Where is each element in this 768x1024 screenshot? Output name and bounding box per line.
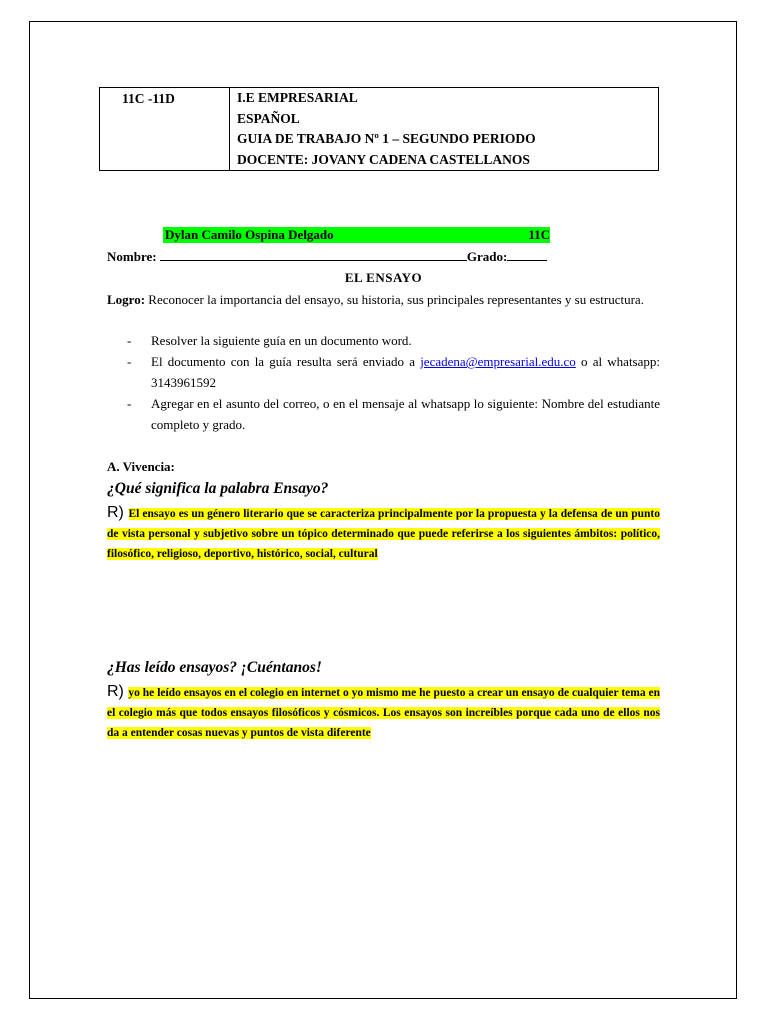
header-groups-cell (100, 88, 230, 171)
name-grade-line (107, 249, 547, 265)
list-item (127, 330, 660, 351)
grado-label: Grado: (466, 249, 508, 264)
list-item (127, 351, 660, 393)
header-table (99, 87, 659, 171)
answer-1 (107, 503, 660, 564)
student-group: 11C (528, 227, 550, 242)
instructions-list (127, 330, 660, 435)
instruction-3: Agregar en el asunto del correo, o en el mensaje al whatsapp lo siguiente: Nombre del estudiante completo y grado. (151, 396, 660, 432)
question-1: ¿Qué significa la palabra Ensayo? (107, 480, 329, 497)
student-highlight (163, 227, 550, 243)
nombre-label: Nombre: (107, 249, 160, 264)
answer-2 (107, 682, 660, 743)
document-title: EL ENSAYO (344, 270, 423, 285)
question-2: ¿Has leído ensayos? ¡Cuéntanos! (107, 659, 322, 676)
grado-blank (507, 249, 547, 261)
answer-2-label: R) (107, 683, 129, 700)
bullet-dash: - (127, 354, 132, 369)
answer-1-text: El ensayo es un género literario que se caracteriza principalmente por la propuesta y la defensa de un punto de vista personal y subjetivo sobre un tópico determinado que puede referirse a los siguientes ámbitos: político, filosófico, religioso, deportivo, histórico, social, cultural (107, 508, 661, 560)
header-subject: ESPAÑOL (237, 110, 300, 126)
answer-2-text: yo he leído ensayos en el colegio en internet o yo mismo me he puesto a crear un ensayo de cualquier tema en el colegio más que todos ensayos filosóficos y cósmicos. Los ensayos son increíbles porque cada uno de ellos nos da a entender cosas nuevas y puntos de vista diferente (107, 687, 660, 739)
email-link[interactable]: jecadena@empresarial.edu.co (420, 354, 576, 369)
section-a-heading: A. Vivencia: (107, 459, 175, 474)
logro-label: Logro: (107, 292, 146, 307)
header-guide: GUIA DE TRABAJO Nº 1 – SEGUNDO PERIODO (237, 131, 536, 146)
instruction-1: Resolver la siguiente guía en un documento word. (151, 333, 412, 348)
header-info-cell (230, 88, 659, 171)
header-teacher: DOCENTE: JOVANY CADENA CASTELLANOS (237, 151, 530, 167)
list-item (127, 393, 660, 435)
header-groups: 11C -11D (122, 91, 175, 106)
instruction-2-after: o al whatsapp: 3143961592 (151, 354, 660, 390)
answer-1-label: R) (107, 504, 129, 521)
instruction-2-before: El documento con la guía resulta será enviado a (151, 354, 421, 369)
nombre-blank (160, 249, 467, 261)
header-school: I.E EMPRESARIAL (237, 90, 358, 105)
logro-text: Reconocer la importancia del ensayo, su historia, sus principales representantes y su estructura. (145, 292, 644, 307)
logro-paragraph (107, 290, 660, 311)
bullet-dash: - (127, 396, 132, 411)
bullet-dash: - (127, 333, 132, 348)
student-name: Dylan Camilo Ospina Delgado (165, 227, 334, 242)
